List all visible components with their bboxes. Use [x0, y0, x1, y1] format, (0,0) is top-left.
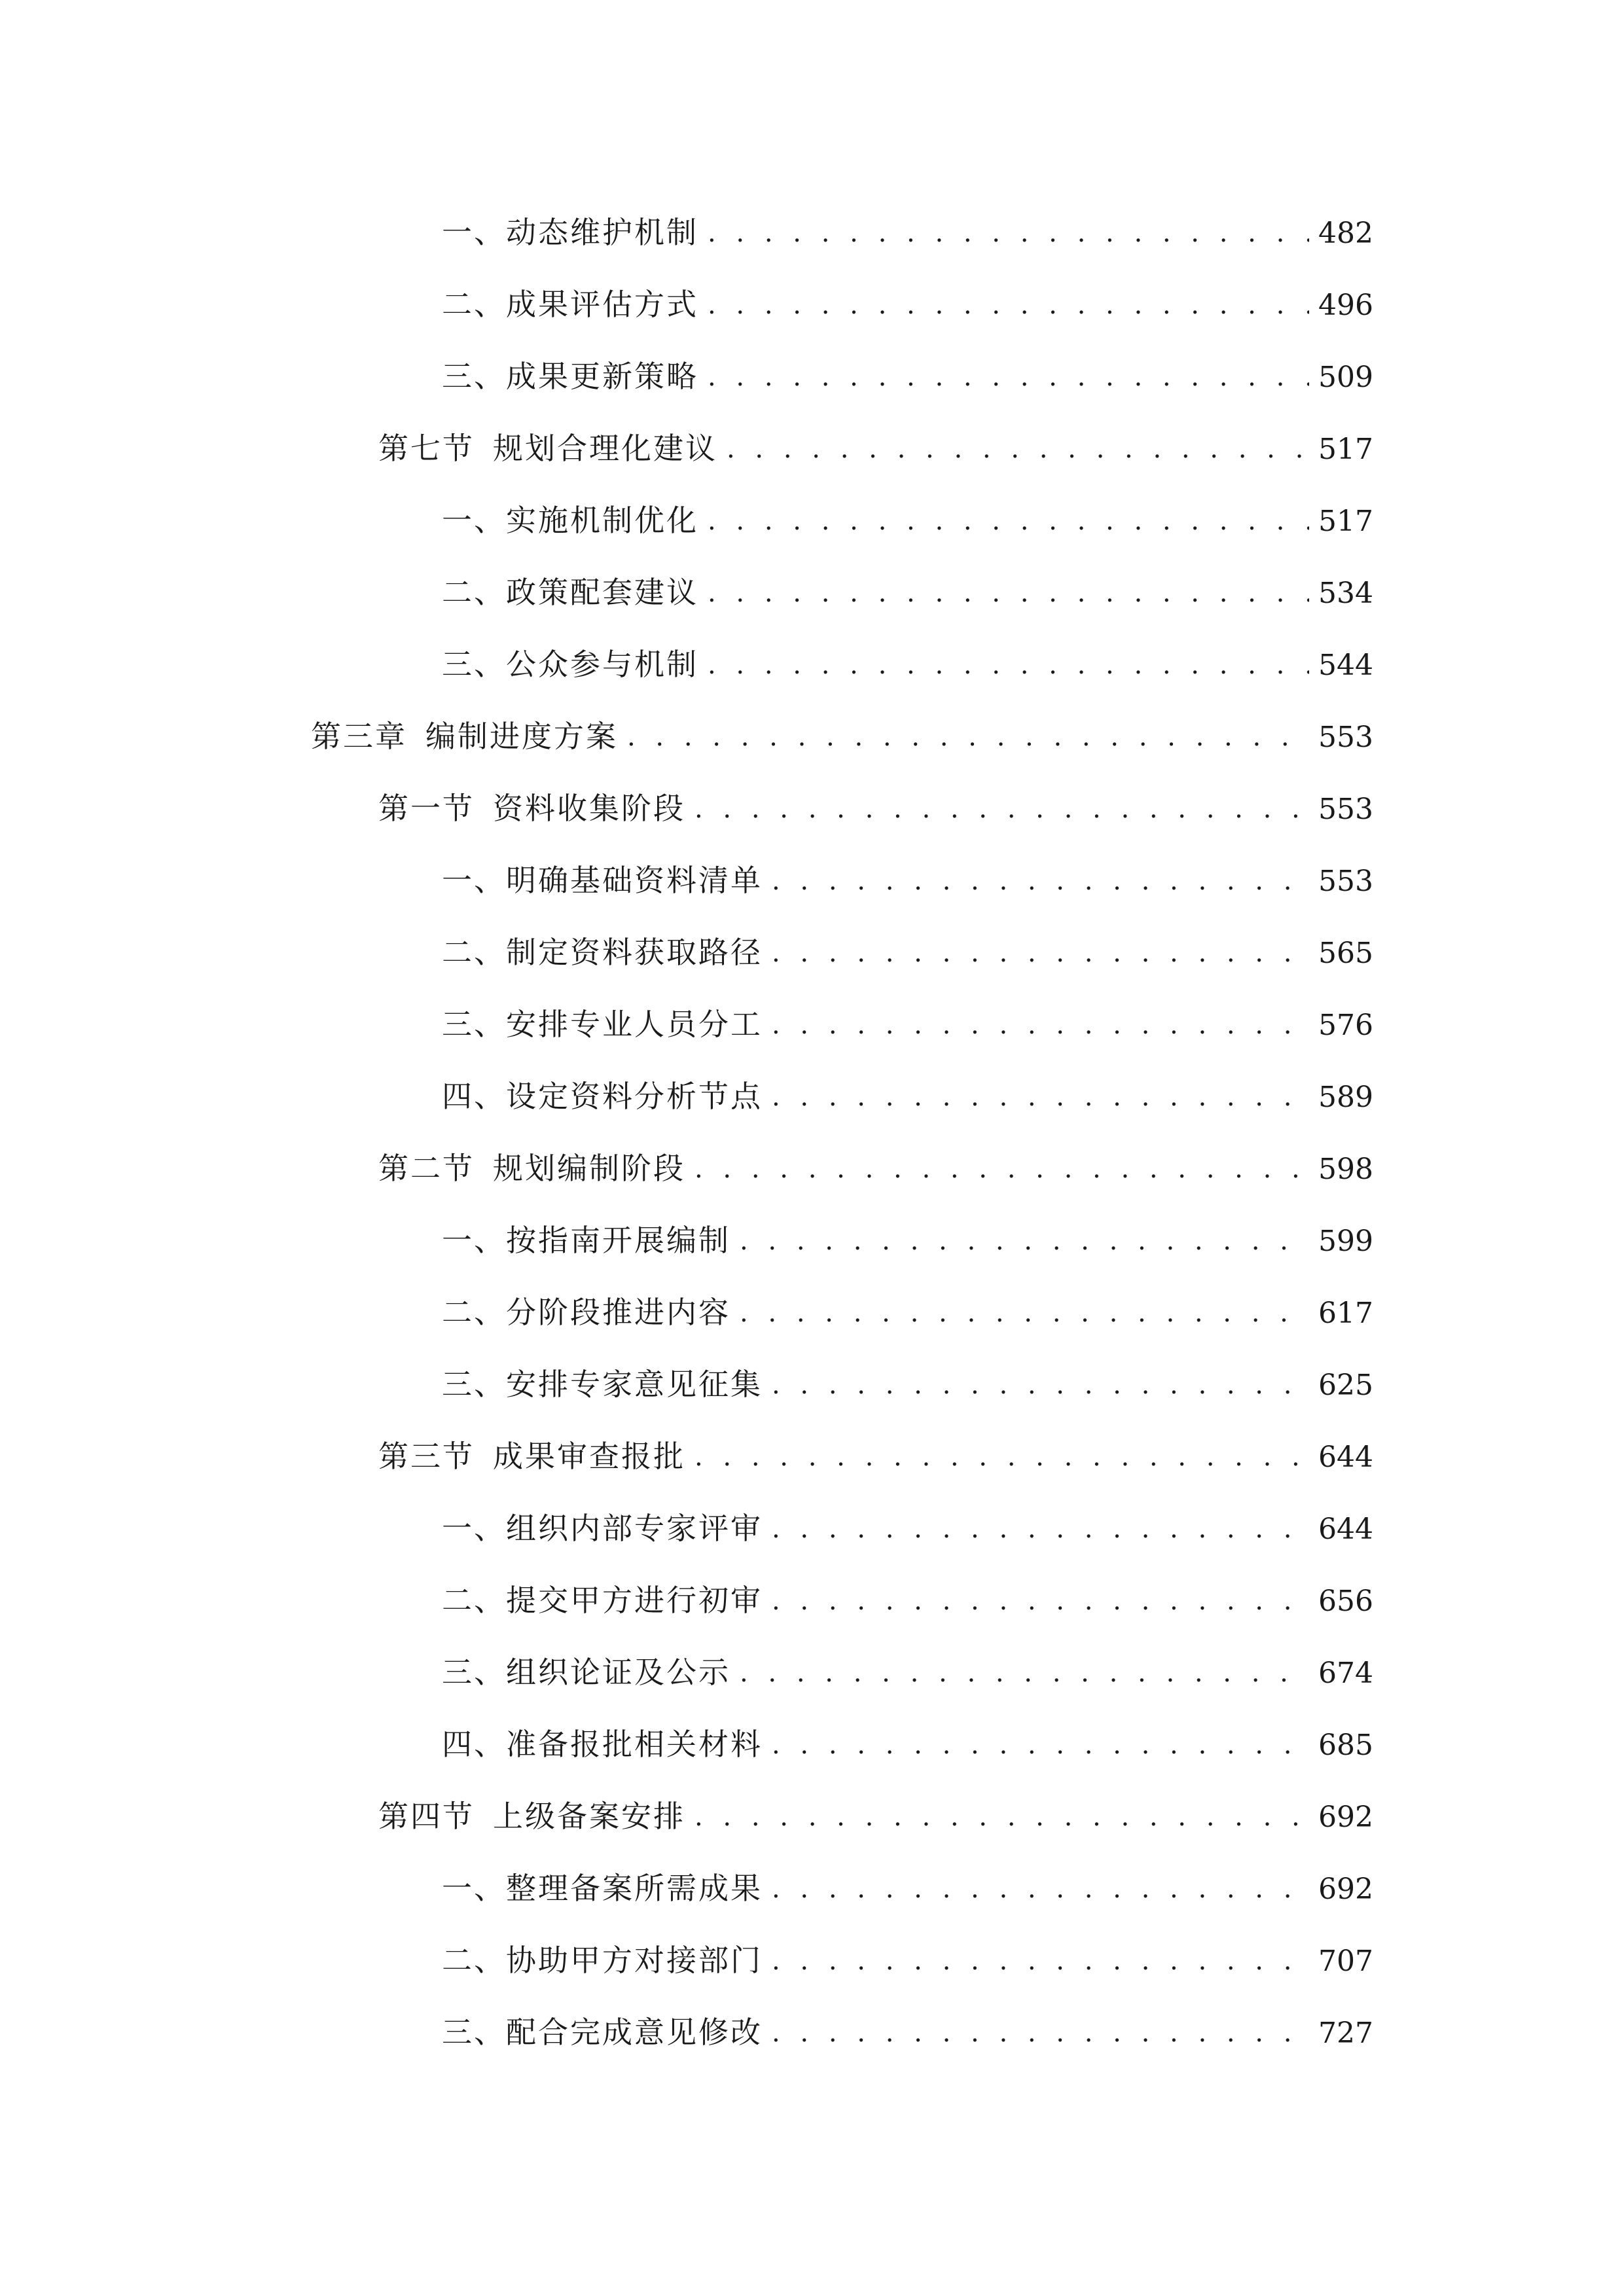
toc-page-number: 553	[1318, 793, 1373, 826]
toc-dot-leader	[740, 1205, 1309, 1277]
toc-entry-number: 第七节	[378, 431, 475, 466]
toc-dot-leader	[740, 1637, 1309, 1709]
toc-entry-number: 一、	[442, 1223, 506, 1258]
toc-dot-leader	[695, 1421, 1309, 1493]
toc-entry-title: 提交甲方进行初审	[506, 1583, 763, 1618]
table-of-contents	[0, 196, 1624, 2068]
toc-page-number: 598	[1318, 1153, 1373, 1186]
toc-entry-title: 成果评估方式	[506, 287, 698, 322]
toc-entry-section[interactable]	[0, 1420, 1624, 1492]
toc-page-number: 496	[1318, 289, 1373, 322]
toc-page-number: 644	[1318, 1441, 1373, 1474]
toc-entry-title: 设定资料分析节点	[506, 1079, 763, 1114]
toc-entry-number: 三、	[442, 1007, 506, 1042]
toc-entry[interactable]	[0, 1636, 1624, 1708]
toc-entry[interactable]	[0, 1924, 1624, 1996]
toc-entry-title: 安排专家意见征集	[506, 1367, 763, 1402]
toc-entry[interactable]	[0, 1204, 1624, 1276]
toc-entry-number: 第三节	[378, 1439, 475, 1474]
toc-entry-number: 第二节	[378, 1151, 475, 1186]
toc-entry-number: 三、	[442, 359, 506, 394]
toc-entry-number: 四、	[442, 1727, 506, 1762]
toc-entry[interactable]	[0, 196, 1624, 268]
toc-page-number: 482	[1318, 217, 1373, 250]
toc-entry-title: 政策配套建议	[506, 575, 698, 610]
toc-entry-title: 动态维护机制	[506, 215, 698, 250]
toc-page-number: 727	[1318, 2017, 1373, 2050]
toc-dot-leader	[708, 269, 1309, 341]
toc-entry-title: 整理备案所需成果	[506, 1871, 763, 1906]
toc-entry-title: 实施机制优化	[506, 503, 698, 538]
toc-entry[interactable]	[0, 268, 1624, 340]
toc-dot-leader	[627, 701, 1309, 773]
toc-entry-number: 一、	[442, 1511, 506, 1546]
toc-entry[interactable]	[0, 916, 1624, 988]
toc-page-number: 509	[1318, 361, 1373, 394]
toc-entry[interactable]	[0, 556, 1624, 628]
toc-entry-section[interactable]	[0, 772, 1624, 844]
toc-entry[interactable]	[0, 988, 1624, 1060]
toc-page-number: 589	[1318, 1081, 1373, 1114]
toc-page-number: 544	[1318, 649, 1373, 682]
toc-entry-number: 第四节	[378, 1799, 475, 1834]
toc-dot-leader	[772, 1061, 1309, 1133]
toc-page-number: 656	[1318, 1585, 1373, 1618]
toc-entry-title: 编制进度方案	[425, 719, 618, 754]
toc-entry-title: 准备报批相关材料	[506, 1727, 763, 1762]
toc-page-number: 617	[1318, 1297, 1373, 1330]
toc-page-number: 517	[1318, 433, 1373, 466]
toc-entry[interactable]	[0, 844, 1624, 916]
toc-dot-leader	[708, 557, 1309, 629]
toc-entry-title: 按指南开展编制	[506, 1223, 731, 1258]
toc-entry-number: 一、	[442, 215, 506, 250]
toc-entry-title: 明确基础资料清单	[506, 863, 763, 898]
toc-page-number: 625	[1318, 1369, 1373, 1402]
toc-entry[interactable]	[0, 1492, 1624, 1564]
toc-entry-title: 组织内部专家评审	[506, 1511, 763, 1546]
toc-dot-leader	[708, 485, 1309, 557]
toc-entry-number: 三、	[442, 2015, 506, 2050]
toc-entry-title: 上级备案安排	[493, 1799, 685, 1834]
toc-dot-leader	[740, 1277, 1309, 1349]
toc-page-number: 576	[1318, 1009, 1373, 1042]
toc-entry-number: 二、	[442, 935, 506, 970]
toc-dot-leader	[772, 1565, 1309, 1637]
toc-dot-leader	[708, 197, 1309, 269]
toc-entry[interactable]	[0, 1852, 1624, 1924]
toc-dot-leader	[695, 1133, 1309, 1205]
toc-entry[interactable]	[0, 1996, 1624, 2068]
toc-page-number: 644	[1318, 1513, 1373, 1546]
toc-entry-title: 成果更新策略	[506, 359, 698, 394]
toc-dot-leader	[772, 917, 1309, 989]
toc-dot-leader	[727, 413, 1309, 485]
toc-entry[interactable]	[0, 1708, 1624, 1780]
toc-entry-number: 四、	[442, 1079, 506, 1114]
toc-entry[interactable]	[0, 1564, 1624, 1636]
toc-dot-leader	[772, 845, 1309, 917]
toc-entry-title: 规划编制阶段	[493, 1151, 685, 1186]
toc-entry[interactable]	[0, 1060, 1624, 1132]
toc-entry-number: 第三章	[311, 719, 407, 754]
toc-entry-number: 二、	[442, 287, 506, 322]
toc-entry-number: 二、	[442, 575, 506, 610]
toc-entry-title: 配合完成意见修改	[506, 2015, 763, 2050]
toc-dot-leader	[772, 989, 1309, 1061]
toc-entry-chapter[interactable]	[0, 700, 1624, 772]
toc-entry-number: 二、	[442, 1295, 506, 1330]
toc-entry-number: 三、	[442, 1655, 506, 1690]
toc-entry-number: 一、	[442, 863, 506, 898]
toc-entry[interactable]	[0, 484, 1624, 556]
toc-entry-title: 制定资料获取路径	[506, 935, 763, 970]
toc-entry[interactable]	[0, 1276, 1624, 1348]
toc-entry-title: 规划合理化建议	[493, 431, 717, 466]
toc-dot-leader	[772, 1709, 1309, 1781]
toc-page-number: 674	[1318, 1657, 1373, 1690]
toc-page-number: 565	[1318, 937, 1373, 970]
toc-entry-number: 一、	[442, 503, 506, 538]
toc-entry-number: 一、	[442, 1871, 506, 1906]
toc-dot-leader	[708, 341, 1309, 413]
toc-page-number: 692	[1318, 1801, 1373, 1834]
toc-entry-number: 三、	[442, 647, 506, 682]
toc-entry-number: 三、	[442, 1367, 506, 1402]
toc-entry[interactable]	[0, 628, 1624, 700]
toc-page-number: 517	[1318, 505, 1373, 538]
toc-page-number: 534	[1318, 577, 1373, 610]
toc-entry-title: 资料收集阶段	[493, 791, 685, 826]
toc-entry-number: 二、	[442, 1583, 506, 1618]
toc-entry-title: 分阶段推进内容	[506, 1295, 731, 1330]
toc-dot-leader	[695, 773, 1309, 845]
toc-entry-number: 二、	[442, 1943, 506, 1978]
toc-entry-title: 安排专业人员分工	[506, 1007, 763, 1042]
toc-dot-leader	[772, 1925, 1309, 1997]
toc-dot-leader	[772, 1997, 1309, 2069]
toc-entry-title: 成果审查报批	[493, 1439, 685, 1474]
toc-entry[interactable]	[0, 1348, 1624, 1420]
toc-entry-title: 公众参与机制	[506, 647, 698, 682]
toc-entry-section[interactable]	[0, 412, 1624, 484]
toc-page-number: 599	[1318, 1225, 1373, 1258]
toc-entry-title: 协助甲方对接部门	[506, 1943, 763, 1978]
toc-entry-section[interactable]	[0, 1132, 1624, 1204]
toc-page-number: 553	[1318, 721, 1373, 754]
toc-dot-leader	[772, 1853, 1309, 1925]
toc-entry-title: 组织论证及公示	[506, 1655, 731, 1690]
toc-page-number: 692	[1318, 1873, 1373, 1906]
toc-entry-section[interactable]	[0, 1780, 1624, 1852]
toc-entry[interactable]	[0, 340, 1624, 412]
toc-dot-leader	[708, 629, 1309, 701]
toc-dot-leader	[772, 1493, 1309, 1565]
toc-page-number: 685	[1318, 1729, 1373, 1762]
toc-dot-leader	[695, 1781, 1309, 1853]
toc-dot-leader	[772, 1349, 1309, 1421]
toc-page-number: 707	[1318, 1945, 1373, 1978]
toc-entry-number: 第一节	[378, 791, 475, 826]
toc-page-number: 553	[1318, 865, 1373, 898]
